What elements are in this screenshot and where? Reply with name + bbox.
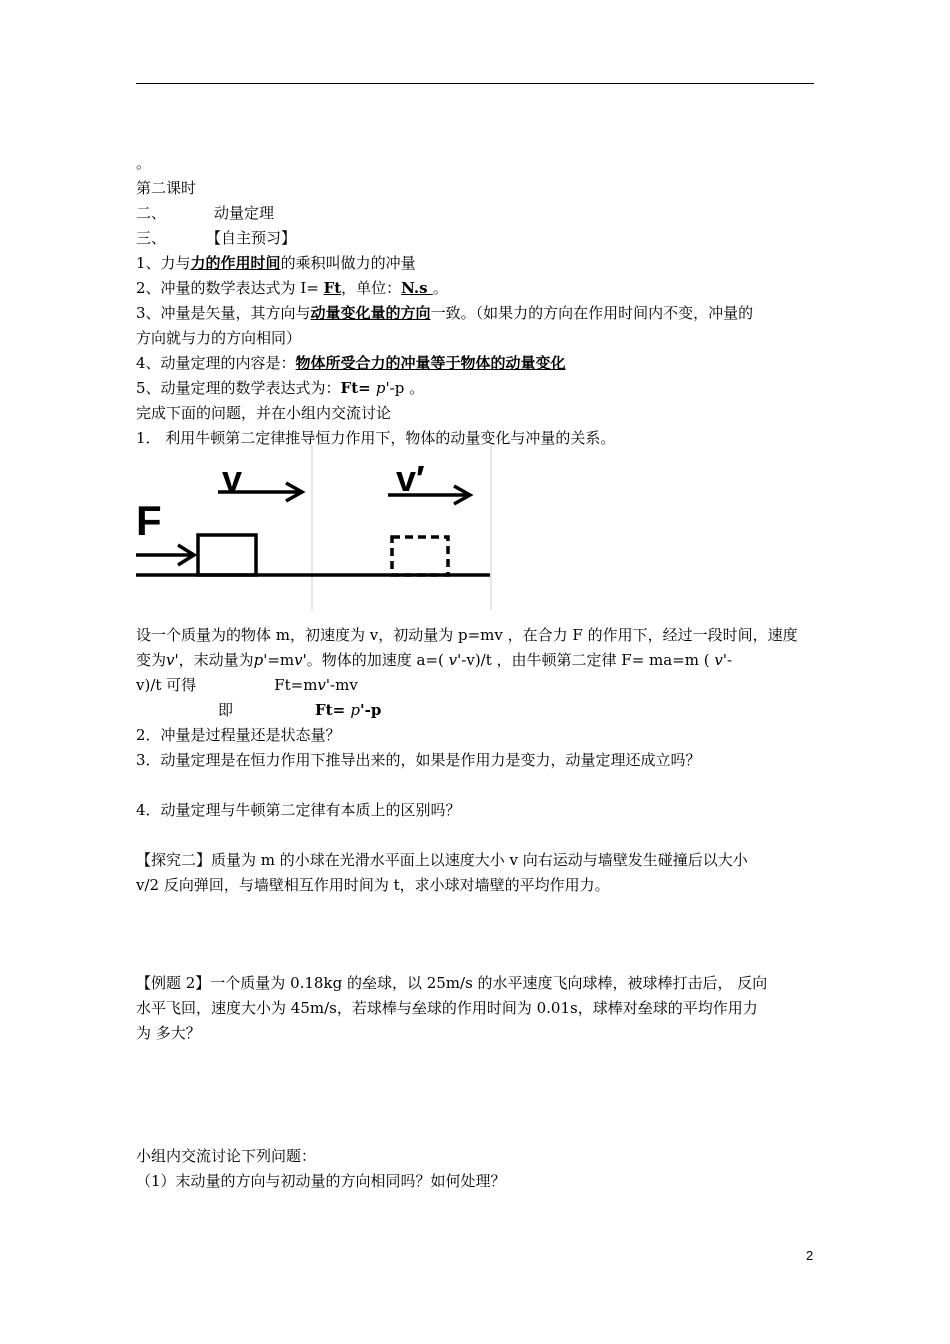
text-line: 水平飞回，速度大小为 45m/s，若球棒与垒球的作用时间为 0.01s，球棒对垒球的平均作用力 — [136, 999, 758, 1017]
text-line: 2、冲量的数学表达式为 I= Ft，单位：N.s 。 — [136, 279, 448, 297]
v-label: v — [222, 458, 243, 499]
text-line: 3．动量定理是在恒力作用下推导出来的，如果是作用力是变力，动量定理还成立吗？ — [136, 751, 701, 769]
text-line: 完成下面的问题，并在小组内交流讨论 — [136, 404, 392, 422]
text-line: 5、动量定理的数学表达式为：Ft= p'-p 。 — [136, 379, 425, 397]
page-number: 2 — [806, 1248, 814, 1263]
text-line: 1、力与力的作用时间的乘积叫做力的冲量 — [136, 254, 416, 272]
block-initial — [198, 535, 256, 575]
text-line: 3、冲量是矢量，其方向与动量变化量的方向一致。（如果力的方向在作用时间内不变，冲量的 — [136, 304, 754, 322]
text-line: 设一个质量为的物体 m，初速度为 v，初动量为 p=mv ，在合力 F 的作用下，经过一段时间，速度 — [136, 626, 798, 644]
text-line: 即 Ft= p'-p — [218, 701, 382, 719]
text-line: 4．动量定理与牛顿第二定律有本质上的区别吗？ — [136, 801, 461, 819]
lesson-title: 第二课时 — [136, 179, 197, 197]
text-line: 1． 利用牛顿第二定律推导恒力作用下，物体的动量变化与冲量的关系。 — [136, 429, 616, 447]
block-final-dashed — [392, 537, 448, 575]
force-block-figure — [134, 445, 494, 610]
text-line: （1）末动量的方向与初动量的方向相同吗？如何处理？ — [136, 1172, 506, 1190]
force-label: F — [136, 497, 162, 544]
text-line: 2．冲量是过程量还是状态量？ — [136, 726, 341, 744]
text-line: 方向就与力的方向相同） — [136, 329, 302, 347]
text-line: 小组内交流讨论下列问题： — [136, 1147, 317, 1165]
section-heading: 三、 【自主预习】 — [136, 229, 297, 247]
text-line: 。 — [136, 154, 152, 172]
text-line: 4、动量定理的内容是：物体所受合力的冲量等于物体的动量变化 — [136, 354, 566, 372]
text-line: 为 多大？ — [136, 1024, 201, 1042]
text-line: 【例题 2】一个质量为 0.18kg 的垒球，以 25m/s 的水平速度飞向球棒，被球棒打击后， 反向 — [136, 974, 768, 992]
header-rule — [136, 83, 814, 84]
v-prime-label: v′ — [396, 458, 425, 499]
text-line: v/2 反向弹回，与墙壁相互作用时间为 t，求小球对墙壁的平均作用力。 — [136, 876, 610, 894]
text-line: 变为v'，末动量为p'=mv'。物体的加速度 a=( v'-v)/t ，由牛顿第二定律 F= ma=m ( v'- — [136, 651, 733, 669]
text-line: v)/t 可得 Ft=mv'-mv — [136, 676, 358, 694]
section-heading: 二、 动量定理 — [136, 204, 275, 222]
text-line: 【探究二】质量为 m 的小球在光滑水平面上以速度大小 v 向右运动与墙壁发生碰撞后以大小 — [136, 851, 748, 869]
